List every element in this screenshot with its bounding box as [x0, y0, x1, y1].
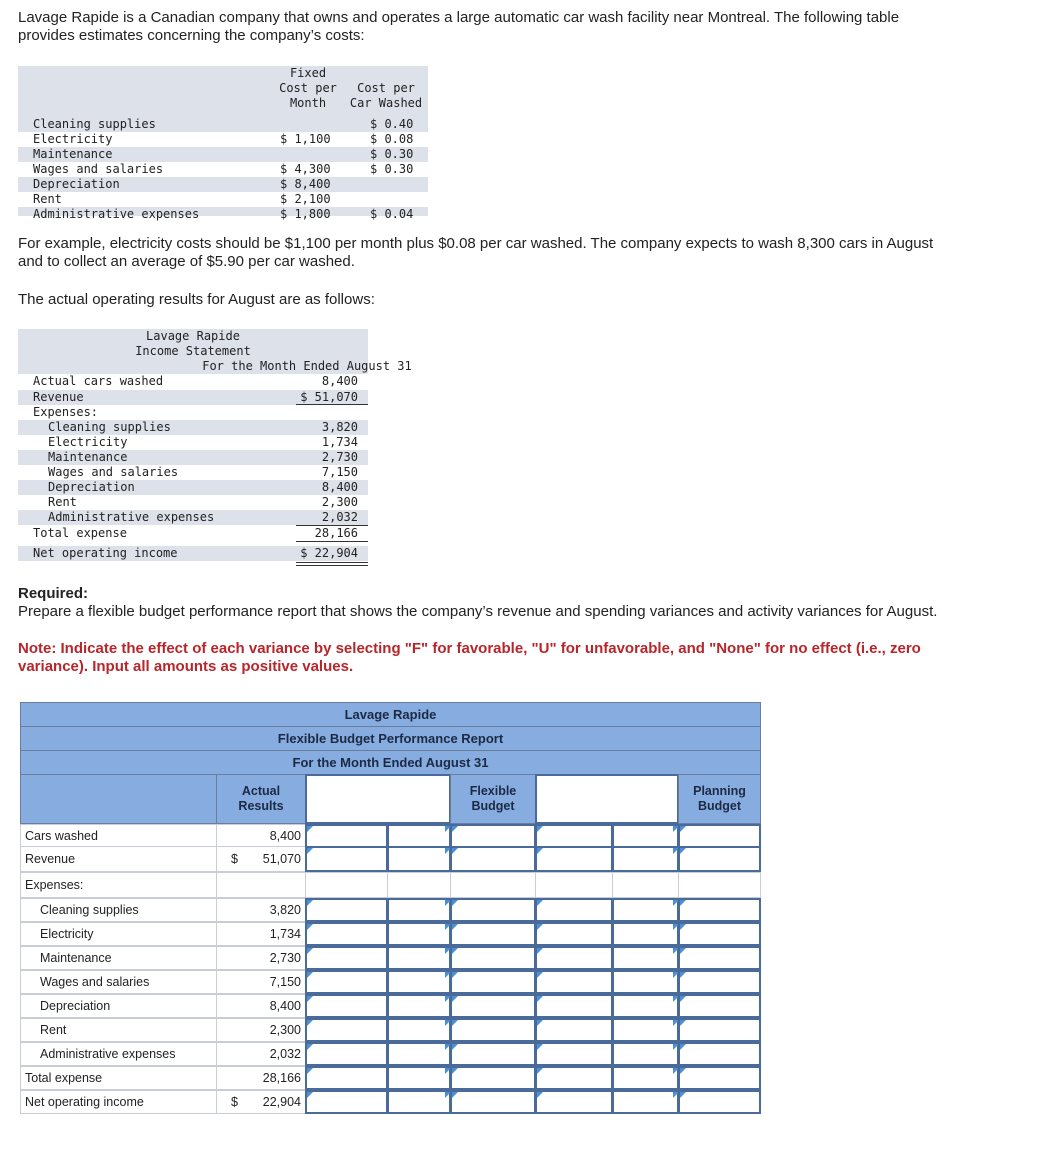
actual-value: [216, 824, 306, 848]
amount-input[interactable]: [305, 846, 388, 872]
report-row: [20, 872, 761, 898]
variance-effect-select[interactable]: [612, 824, 679, 848]
cost-row-label: Wages and salaries: [33, 162, 164, 176]
report-row-label: Expenses:: [20, 872, 217, 898]
amount-input[interactable]: [305, 1042, 388, 1066]
header-variance-select-1[interactable]: [305, 774, 451, 824]
header-blank: [20, 774, 217, 824]
actual-value: [216, 970, 306, 994]
cost-row-fixed: $ 2,100: [280, 192, 331, 206]
income-expense-label: Electricity: [48, 435, 128, 449]
dollar-sign: $: [231, 1095, 238, 1109]
amount-input[interactable]: [305, 994, 388, 1018]
report-row: [20, 970, 761, 994]
amount-input[interactable]: [535, 1066, 613, 1090]
report-row-label: Revenue: [20, 846, 217, 872]
report-title: Lavage Rapide: [20, 702, 761, 726]
variance-effect-select[interactable]: [387, 1066, 451, 1090]
income-expense-label: Depreciation: [48, 480, 135, 494]
income-expense-value: 2,300: [321, 495, 358, 509]
amount-input[interactable]: [535, 946, 613, 970]
variance-effect-select[interactable]: [387, 898, 451, 922]
variance-effect-select[interactable]: [387, 994, 451, 1018]
amount-input[interactable]: [450, 922, 536, 946]
amount-input[interactable]: [678, 970, 761, 994]
actual-value: [216, 1090, 306, 1114]
variance-effect-select[interactable]: [612, 898, 679, 922]
amount-input[interactable]: [678, 846, 761, 872]
header-actual-label: Actual Results: [238, 784, 284, 813]
blank-cell: [612, 872, 679, 898]
amount-input[interactable]: [535, 1090, 613, 1114]
cost-row-variable: $ 0.08: [370, 132, 414, 146]
fixed-header-3: Month: [289, 96, 327, 110]
fixed-header-2: Cost per: [279, 81, 337, 95]
report-row: [20, 1066, 761, 1090]
amount-input[interactable]: [450, 846, 536, 872]
amount-input[interactable]: [678, 994, 761, 1018]
income-revenue-value: $ 51,070: [300, 390, 358, 404]
cost-estimates-table: [18, 66, 428, 221]
blank-cell: [305, 872, 388, 898]
var-header-2: Car Washed: [349, 96, 423, 110]
amount-input[interactable]: [305, 1018, 388, 1042]
report-row-label: Rent: [20, 1018, 217, 1042]
blank-cell: [535, 872, 613, 898]
actual-value: [216, 872, 306, 898]
report-subtitle: Flexible Budget Performance Report: [20, 726, 761, 750]
actual-amount: 7,150: [269, 975, 301, 989]
actual-amount: 8,400: [269, 829, 301, 843]
report-row-label: Cleaning supplies: [20, 898, 217, 922]
report-row: [20, 1018, 761, 1042]
actual-amount: 28,166: [262, 1071, 301, 1085]
variance-effect-select[interactable]: [612, 922, 679, 946]
amount-input[interactable]: [535, 846, 613, 872]
cost-row-variable: $ 0.04: [370, 207, 414, 221]
cost-row-variable: $ 0.40: [370, 117, 414, 131]
cost-row-label: Maintenance: [33, 147, 113, 161]
variance-effect-select[interactable]: [387, 970, 451, 994]
variance-effect-select[interactable]: [387, 824, 451, 848]
amount-input[interactable]: [678, 898, 761, 922]
fixed-header-1: Fixed: [289, 66, 327, 80]
amount-input[interactable]: [678, 1090, 761, 1114]
amount-input[interactable]: [535, 922, 613, 946]
amount-input[interactable]: [678, 1042, 761, 1066]
amount-input[interactable]: [450, 1090, 536, 1114]
cost-row-variable: $ 0.30: [370, 162, 414, 176]
amount-input[interactable]: [305, 824, 388, 848]
amount-input[interactable]: [535, 898, 613, 922]
income-expense-label: Administrative expenses: [48, 510, 215, 524]
income-expense-value: 3,820: [321, 420, 358, 434]
amount-input[interactable]: [450, 898, 536, 922]
variance-effect-select[interactable]: [612, 846, 679, 872]
variance-effect-select[interactable]: [612, 970, 679, 994]
actual-value: [216, 922, 306, 946]
amount-input[interactable]: [450, 1018, 536, 1042]
income-expense-label: Cleaning supplies: [48, 420, 171, 434]
amount-input[interactable]: [305, 922, 388, 946]
header-variance-select-2[interactable]: [535, 774, 679, 824]
report-row-label: Total expense: [20, 1066, 217, 1090]
report-row: [20, 824, 761, 848]
variance-effect-select[interactable]: [387, 946, 451, 970]
income-expense-value: 8,400: [321, 480, 358, 494]
amount-input[interactable]: [450, 946, 536, 970]
amount-input[interactable]: [305, 898, 388, 922]
note-text: Note: Indicate the effect of each variance by selecting "F" for favorable, "U" for unfavorable, and "None" for no effect (i.e., zero variance). Input all amounts as positive values.: [18, 640, 921, 675]
report-row-label: Depreciation: [20, 994, 217, 1018]
income-total-expense-value: 28,166: [314, 526, 358, 540]
income-expense-value: 2,730: [321, 450, 358, 464]
cost-row-fixed: $ 8,400: [280, 177, 331, 191]
actual-amount: 1,734: [269, 927, 301, 941]
required-label: Required:: [18, 585, 89, 602]
dollar-sign: $: [231, 852, 238, 866]
report-period: For the Month Ended August 31: [20, 750, 761, 775]
actual-amount: 2,032: [269, 1047, 301, 1061]
intro-text: Lavage Rapide is a Canadian company that owns and operates a large automatic car wash facility near Montreal. The following table provides estimates concerning the company’s costs:: [18, 9, 900, 44]
income-expense-value: 7,150: [321, 465, 358, 479]
amount-input[interactable]: [678, 824, 761, 848]
cost-row-label: Rent: [33, 192, 62, 206]
report-row: [20, 922, 761, 946]
amount-input[interactable]: [450, 824, 536, 848]
income-subtitle: Income Statement: [135, 344, 251, 358]
cost-row-fixed: $ 1,800: [280, 207, 331, 221]
report-row: [20, 1042, 761, 1066]
amount-input[interactable]: [678, 922, 761, 946]
variance-effect-select[interactable]: [387, 1090, 451, 1114]
variance-effect-select[interactable]: [612, 1066, 679, 1090]
income-period: For the Month Ended August 31: [202, 359, 412, 373]
cost-row-label: Electricity: [33, 132, 113, 146]
variance-effect-select[interactable]: [387, 1042, 451, 1066]
variance-effect-select[interactable]: [387, 922, 451, 946]
income-net-income-value: $ 22,904: [300, 546, 358, 560]
actual-amount: 2,300: [269, 1023, 301, 1037]
flexible-budget-report: [20, 702, 761, 1109]
actual-amount: 2,730: [269, 951, 301, 965]
amount-input[interactable]: [535, 824, 613, 848]
income-expense-label: Maintenance: [48, 450, 128, 464]
actual-value: [216, 1042, 306, 1066]
actual-value: [216, 994, 306, 1018]
blank-cell: [387, 872, 451, 898]
cost-row-fixed: $ 4,300: [280, 162, 331, 176]
cost-row-variable: $ 0.30: [370, 147, 414, 161]
actual-amount: 22,904: [262, 1095, 301, 1109]
income-net-income-label: Net operating income: [33, 546, 178, 560]
variance-effect-select[interactable]: [612, 994, 679, 1018]
amount-input[interactable]: [305, 946, 388, 970]
cost-row-label: Depreciation: [33, 177, 120, 191]
variance-effect-select[interactable]: [612, 1042, 679, 1066]
actual-amount: 8,400: [269, 999, 301, 1013]
actual-value: [216, 846, 306, 872]
amount-input[interactable]: [450, 994, 536, 1018]
actual-amount: 3,820: [269, 903, 301, 917]
variance-effect-select[interactable]: [387, 846, 451, 872]
amount-input[interactable]: [678, 1018, 761, 1042]
income-revenue-label: Revenue: [33, 390, 84, 404]
amount-input[interactable]: [678, 946, 761, 970]
report-row-label: Net operating income: [20, 1090, 217, 1114]
income-expense-label: Wages and salaries: [48, 465, 179, 479]
header-flexible-label: Flexible Budget: [469, 784, 517, 813]
report-row: [20, 846, 761, 872]
amount-input[interactable]: [305, 970, 388, 994]
amount-input[interactable]: [535, 1018, 613, 1042]
required-text: Prepare a flexible budget performance report that shows the company’s revenue and spending variances and activity variances for August.: [18, 603, 938, 620]
income-expense-label: Rent: [48, 495, 77, 509]
amount-input[interactable]: [305, 1090, 388, 1114]
income-cars-label: Actual cars washed: [33, 374, 164, 388]
report-row-label: Administrative expenses: [20, 1042, 217, 1066]
amount-input[interactable]: [535, 1042, 613, 1066]
income-expenses-heading-label: Expenses:: [33, 405, 99, 419]
report-row: [20, 1090, 761, 1114]
report-row: [20, 994, 761, 1018]
actual-intro-text: The actual operating results for August are as follows:: [18, 291, 375, 308]
income-statement: [18, 329, 412, 565]
variance-effect-select[interactable]: [612, 1018, 679, 1042]
income-expense-value: 2,032: [321, 510, 358, 524]
report-row-label: Maintenance: [20, 946, 217, 970]
report-row-label: Wages and salaries: [20, 970, 217, 994]
actual-value: [216, 1018, 306, 1042]
cost-row-label: Administrative expenses: [33, 207, 200, 221]
income-title: Lavage Rapide: [146, 329, 240, 343]
actual-value: [216, 898, 306, 922]
report-row: [20, 898, 761, 922]
report-row: [20, 946, 761, 970]
income-cars-value: 8,400: [321, 374, 358, 388]
header-planning-label: Planning Budget: [693, 784, 746, 813]
actual-value: [216, 946, 306, 970]
amount-input[interactable]: [450, 970, 536, 994]
example-text: For example, electricity costs should be $1,100 per month plus $0.08 per car washed. The company expects to wash 8,300 cars in August and to collect an average of $5.90 per car washed.: [18, 235, 934, 270]
amount-input[interactable]: [678, 1066, 761, 1090]
income-total-expense-label: Total expense: [33, 526, 127, 540]
variance-effect-select[interactable]: [612, 946, 679, 970]
variance-effect-select[interactable]: [612, 1090, 679, 1114]
blank-cell: [450, 872, 536, 898]
var-header-1: Cost per: [357, 81, 415, 95]
amount-input[interactable]: [450, 1066, 536, 1090]
blank-cell: [678, 872, 761, 898]
amount-input[interactable]: [535, 994, 613, 1018]
cost-row-fixed: $ 1,100: [280, 132, 331, 146]
actual-value: [216, 1066, 306, 1090]
amount-input[interactable]: [305, 1066, 388, 1090]
cost-row-label: Cleaning supplies: [33, 117, 156, 131]
amount-input[interactable]: [535, 970, 613, 994]
actual-amount: 51,070: [262, 852, 301, 866]
report-row-label: Electricity: [20, 922, 217, 946]
variance-effect-select[interactable]: [387, 1018, 451, 1042]
report-row-label: Cars washed: [20, 824, 217, 848]
income-expense-value: 1,734: [321, 435, 358, 449]
amount-input[interactable]: [450, 1042, 536, 1066]
